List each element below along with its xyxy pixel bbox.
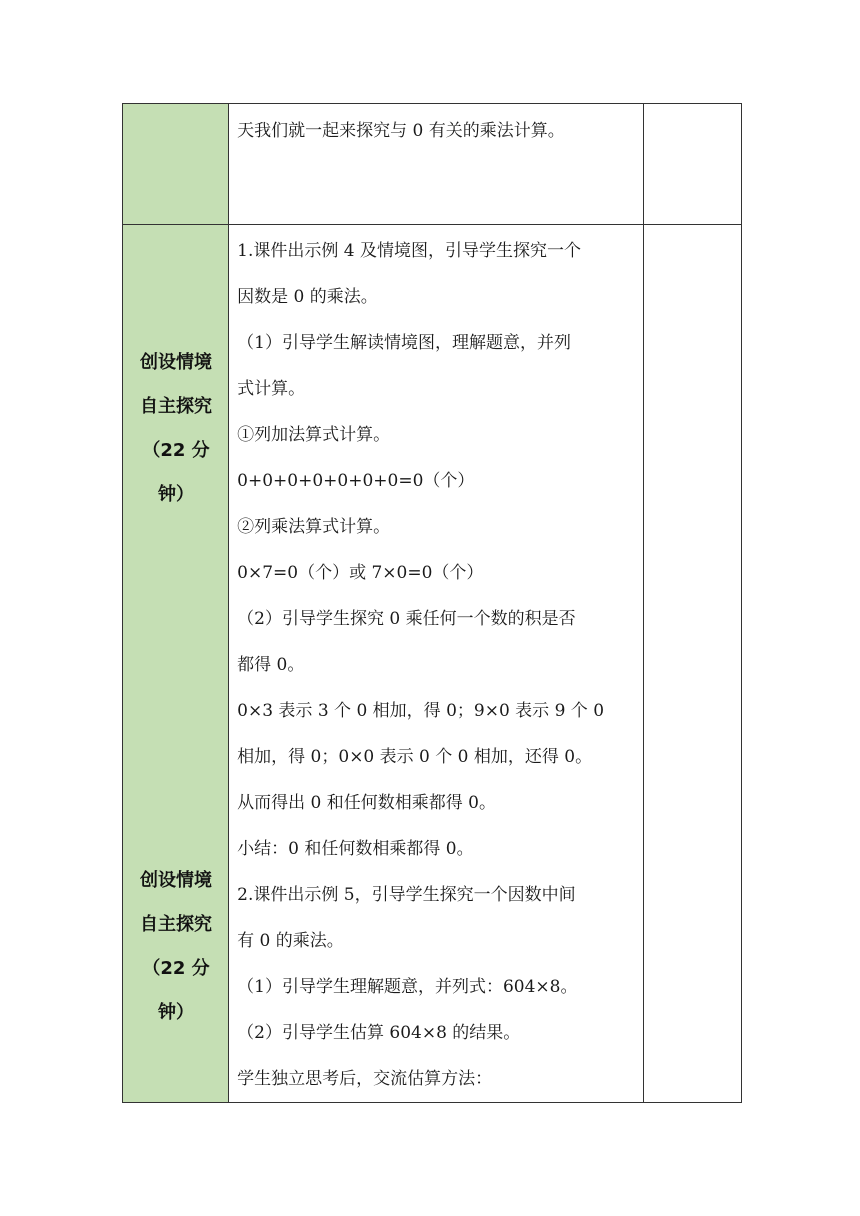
table-row: [123, 225, 742, 1103]
lesson-plan-table: [122, 103, 742, 1103]
content-line: （1）引导学生理解题意，并列式：604×8。: [237, 977, 578, 997]
content-line: 式计算。: [237, 379, 306, 399]
table-row: [123, 104, 742, 225]
stage-label-line: 创设情境: [140, 352, 212, 373]
content-line: 1.课件出示例 4 及情境图，引导学生探究一个: [237, 241, 581, 261]
notes-cell: [643, 104, 741, 225]
content-line: 0×3 表示 3 个 0 相加，得 0；9×0 表示 9 个 0: [237, 701, 605, 721]
stage-label-line: 钟）: [158, 1002, 194, 1023]
stage-label-cell: [123, 225, 229, 1103]
content-line: 从而得出 0 和任何数相乘都得 0。: [237, 793, 496, 813]
content-cell: [229, 104, 644, 225]
content-line: ②列乘法算式计算。: [237, 517, 391, 537]
content-line: 天我们就一起来探究与 0 有关的乘法计算。: [237, 121, 565, 141]
stage-label-line: （22 分: [142, 440, 210, 461]
content-line: （2）引导学生估算 604×8 的结果。: [237, 1023, 521, 1043]
content-line: （2）引导学生探究 0 乘任何一个数的积是否: [237, 609, 576, 629]
stage-label-line: 创设情境: [140, 870, 212, 891]
content-line: ①列加法算式计算。: [237, 425, 391, 445]
stage-label-line: （22 分: [142, 958, 210, 979]
stage-label: [123, 859, 229, 1035]
content-line: 0+0+0+0+0+0+0=0（个）: [237, 471, 475, 491]
stage-label-cell: [123, 104, 229, 225]
content-line: 因数是 0 的乘法。: [237, 287, 378, 307]
content-line: 小结：0 和任何数相乘都得 0。: [237, 839, 474, 859]
stage-label: [123, 341, 229, 517]
content-line: 有 0 的乘法。: [237, 931, 344, 951]
content-line: （1）引导学生解读情境图，理解题意，并列: [237, 333, 571, 353]
notes-cell: [643, 225, 741, 1103]
content-line: 学生独立思考后，交流估算方法：: [237, 1069, 493, 1089]
stage-label-line: 钟）: [158, 484, 194, 505]
content-cell: [229, 225, 644, 1103]
content-line: 都得 0。: [237, 655, 305, 675]
content-line: 2.课件出示例 5，引导学生探究一个因数中间: [237, 885, 576, 905]
stage-label-line: 自主探究: [140, 914, 212, 935]
content-line: 相加，得 0；0×0 表示 0 个 0 相加，还得 0。: [237, 747, 593, 767]
content-line: 0×7=0（个）或 7×0=0（个）: [237, 563, 484, 583]
stage-label-line: 自主探究: [140, 396, 212, 417]
